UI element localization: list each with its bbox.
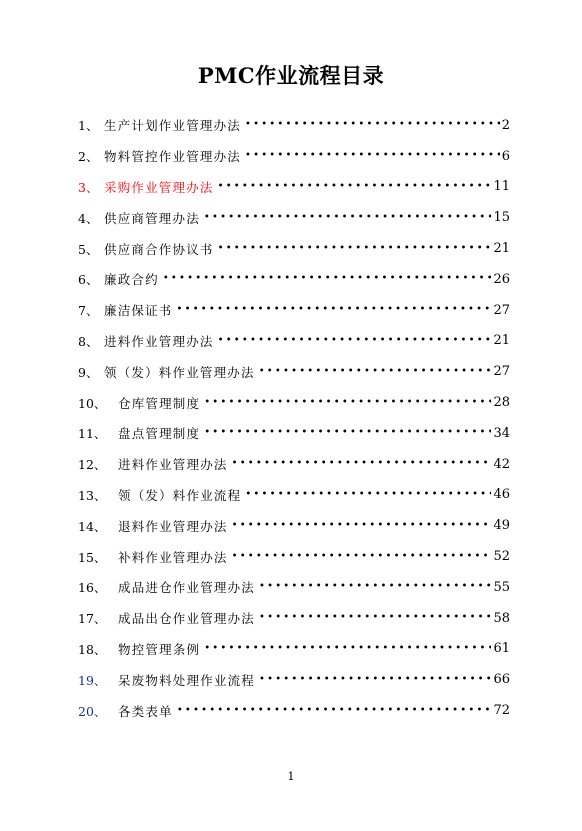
toc-entry-number: 16、	[78, 580, 107, 596]
toc-entry[interactable]	[78, 172, 510, 203]
toc-dot-leader	[232, 459, 492, 469]
toc-entry-page: 11	[493, 179, 510, 195]
toc-entry-number: 15、	[78, 549, 107, 565]
toc-entry-number: 12、	[78, 457, 107, 473]
toc-entry-page: 42	[493, 456, 510, 472]
toc-dot-leader	[259, 367, 492, 377]
toc-entry-title: 补料作业管理办法	[118, 549, 228, 565]
toc-entry[interactable]	[78, 233, 510, 264]
toc-entry-page: 72	[493, 703, 510, 719]
toc-entry-page: 27	[493, 302, 510, 318]
page-title: PMC作业流程目录	[197, 63, 385, 88]
toc-entry-page: 21	[493, 333, 510, 349]
toc-entry[interactable]	[78, 541, 510, 572]
toc-entry[interactable]	[78, 510, 510, 541]
toc-entry-number: 19、	[78, 672, 107, 688]
toc-entry-title: 成品进仓作业管理办法	[118, 580, 256, 596]
toc-entry-number: 11、	[78, 426, 107, 442]
toc-entry-number: 5、	[78, 241, 99, 257]
toc-entry-page: 28	[493, 395, 510, 411]
toc-entry[interactable]	[78, 141, 510, 172]
toc-entry-title: 物料管控作业管理办法	[104, 149, 242, 165]
toc-entry[interactable]	[78, 572, 510, 603]
toc-dot-leader	[259, 582, 491, 592]
toc-entry[interactable]	[78, 356, 510, 387]
toc-entry-page: 66	[493, 672, 510, 688]
toc-dot-leader	[177, 706, 492, 716]
toc-entry[interactable]	[78, 264, 510, 295]
toc-entry-title: 进料作业管理办法	[118, 457, 228, 473]
toc-entry[interactable]	[78, 480, 510, 511]
toc-entry-number: 8、	[78, 333, 99, 349]
toc-dot-leader	[177, 305, 492, 315]
toc-entry-number: 14、	[78, 518, 107, 534]
toc-dot-leader	[204, 428, 491, 438]
toc-entry-title: 盘点管理制度	[118, 426, 201, 442]
toc-entry-title: 进料作业管理办法	[104, 333, 214, 349]
toc-entry[interactable]	[78, 387, 510, 418]
toc-entry[interactable]	[78, 695, 510, 726]
toc-entry-page: 61	[493, 641, 510, 657]
toc-entry[interactable]	[78, 664, 510, 695]
toc-entry-title: 供应商管理办法	[104, 210, 200, 226]
toc-entry-title: 供应商合作协议书	[104, 241, 214, 257]
toc-entry-page: 55	[493, 579, 510, 595]
toc-entry-number: 7、	[78, 303, 99, 319]
toc-entry-number: 13、	[78, 487, 107, 503]
toc-entry[interactable]	[78, 110, 510, 141]
toc-dot-leader	[204, 398, 491, 408]
toc-dot-leader	[218, 336, 492, 346]
toc-entry-title: 廉洁保证书	[104, 303, 173, 319]
toc-entry-title: 呆废物料处理作业流程	[118, 672, 256, 688]
toc-entry[interactable]	[78, 603, 510, 634]
toc-entry[interactable]	[78, 418, 510, 449]
table-of-contents	[78, 110, 510, 726]
toc-entry[interactable]	[78, 634, 510, 665]
toc-entry-title: 采购作业管理办法	[104, 179, 214, 195]
toc-entry-page: 58	[493, 610, 510, 626]
toc-dot-leader	[232, 521, 492, 531]
toc-entry-page: 6	[501, 148, 510, 164]
toc-entry[interactable]	[78, 326, 510, 357]
toc-entry-number: 17、	[78, 611, 107, 627]
toc-entry-number: 4、	[78, 210, 99, 226]
toc-dot-leader	[245, 151, 500, 161]
toc-entry-page: 52	[493, 549, 510, 565]
toc-entry-page: 2	[501, 117, 510, 133]
toc-entry-number: 2、	[78, 149, 99, 165]
toc-entry-number: 10、	[78, 395, 107, 411]
toc-entry[interactable]	[78, 295, 510, 326]
toc-entry-title: 仓库管理制度	[118, 395, 201, 411]
toc-dot-leader	[204, 213, 492, 223]
toc-entry-page: 49	[493, 518, 510, 534]
toc-entry-title: 廉政合约	[104, 272, 159, 288]
toc-entry-number: 9、	[78, 364, 99, 380]
toc-dot-leader	[259, 675, 491, 685]
toc-dot-leader	[232, 552, 492, 562]
toc-dot-leader	[259, 613, 491, 623]
toc-entry-title: 退料作业管理办法	[118, 518, 228, 534]
page-number: 1	[287, 770, 295, 783]
toc-entry-number: 1、	[78, 118, 99, 134]
toc-entry-page: 26	[493, 271, 510, 287]
toc-dot-leader	[204, 644, 491, 654]
toc-entry-title: 物控管理条例	[118, 641, 201, 657]
toc-entry-page: 46	[493, 487, 510, 503]
toc-entry-page: 15	[493, 210, 510, 226]
toc-dot-leader	[245, 120, 500, 130]
toc-entry-title: 领（发）料作业流程	[118, 487, 242, 503]
toc-entry-title: 领（发）料作业管理办法	[104, 364, 255, 380]
toc-entry-number: 20、	[78, 703, 107, 719]
toc-entry-page: 21	[493, 241, 510, 257]
toc-dot-leader	[245, 490, 491, 500]
toc-entry[interactable]	[78, 202, 510, 233]
toc-dot-leader	[218, 244, 492, 254]
toc-entry-title: 各类表单	[118, 703, 173, 719]
toc-entry-title: 生产计划作业管理办法	[104, 118, 242, 134]
toc-entry-page: 34	[493, 425, 510, 441]
toc-entry[interactable]	[78, 449, 510, 480]
toc-entry-title: 成品出仓作业管理办法	[118, 611, 256, 627]
toc-entry-number: 18、	[78, 641, 107, 657]
toc-dot-leader	[218, 182, 492, 192]
toc-dot-leader	[163, 274, 492, 284]
toc-entry-number: 6、	[78, 272, 99, 288]
toc-entry-page: 27	[493, 364, 510, 380]
toc-entry-number: 3、	[78, 179, 99, 195]
